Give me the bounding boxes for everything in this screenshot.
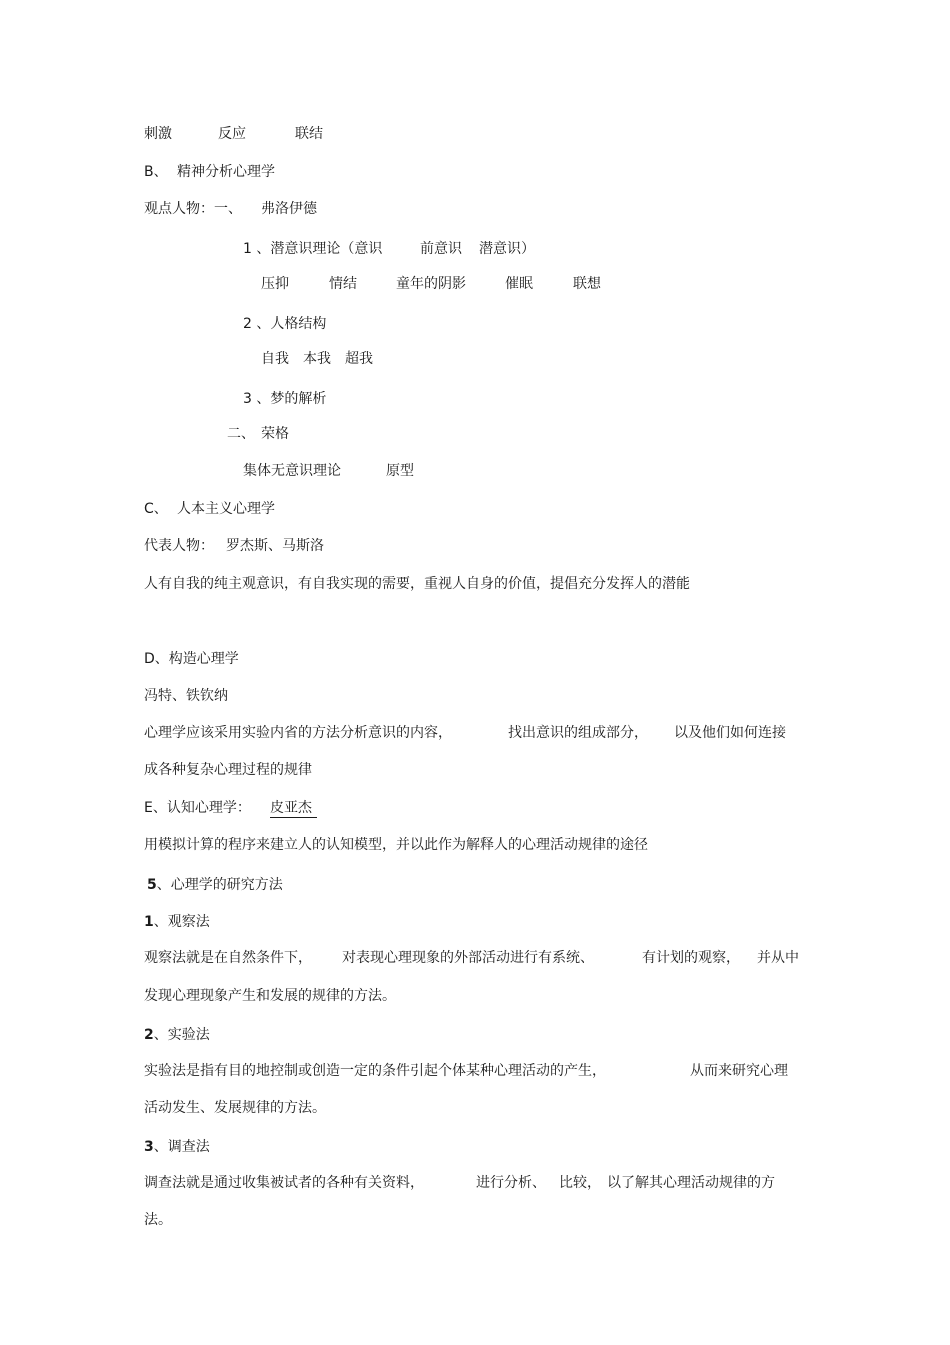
method-1-title: 、观察法: [153, 914, 210, 930]
term-id: 本我: [303, 351, 331, 367]
experiment-description-1: [144, 1062, 788, 1080]
representatives-names: 罗杰斯、马斯洛: [226, 538, 324, 554]
item-2-personality-structure: 2 、人格结构: [243, 316, 327, 332]
method-3-number: 3: [144, 1139, 154, 1155]
representatives-label: 代表人物：: [144, 538, 214, 554]
method-1-number: 1: [144, 914, 154, 930]
structuralism-part-b: 找出意识的组成部分，: [508, 725, 648, 741]
experiment-part-a: 实验法是指有目的地控制或创造一定的条件引起个体某种心理活动的产生，: [144, 1063, 606, 1079]
concept-complex: 情结: [329, 276, 357, 292]
structuralism-description-1: [144, 724, 786, 742]
section-c-title: 人本主义心理学: [177, 501, 275, 517]
figure-two-marker: 二、: [227, 426, 255, 442]
cognitive-description: 用模拟计算的程序来建立人的认知模型，并以此作为解释人的心理活动规律的途径: [144, 837, 648, 853]
section-c-heading: [144, 500, 275, 518]
observation-part-c: 有计划的观察，: [642, 950, 740, 966]
humanistic-description: 人有自我的纯主观意识，有自我实现的需要，重视人自身的价值，提倡充分发挥人的潜能: [144, 576, 690, 592]
heading-number-5: 5: [147, 877, 157, 893]
method-3-title: 、调查法: [153, 1139, 210, 1155]
item-1-unconscious: 潜意识）: [479, 241, 535, 257]
method-3-heading: [144, 1138, 210, 1156]
observation-part-a: 观察法就是在自然条件下，: [144, 950, 312, 966]
section-d-heading: D、构造心理学: [144, 651, 239, 667]
term-stimulus: 刺激: [144, 126, 172, 142]
term-connection: 联结: [295, 126, 323, 142]
structuralism-description-2: 成各种复杂心理过程的规律: [144, 762, 312, 778]
figure-two-jung-line: [227, 425, 289, 443]
concept-list-line: [261, 275, 601, 293]
ego-id-superego-line: [261, 350, 373, 368]
term-collective-unconscious: 集体无意识理论: [243, 463, 341, 479]
concept-hypnosis: 催眠: [505, 276, 533, 292]
section-e-title: E、认知心理学：: [144, 800, 251, 816]
method-1-heading: [144, 913, 210, 931]
figure-freud: 弗洛伊德: [261, 201, 317, 217]
concept-childhood-shadow: 童年的阴影: [396, 276, 466, 292]
method-2-title: 、实验法: [153, 1027, 210, 1043]
observation-description-1: [144, 949, 799, 967]
item-1-unconscious-theory: [243, 240, 535, 258]
figure-jung: 荣格: [261, 426, 289, 442]
method-2-number: 2: [144, 1027, 154, 1043]
concept-association: 联想: [573, 276, 601, 292]
observation-part-d: 并从中: [757, 950, 799, 966]
survey-part-a: 调查法就是通过收集被试者的各种有关资料，: [144, 1175, 424, 1191]
survey-part-d: 以了解其心理活动规律的方: [607, 1175, 775, 1191]
term-archetype: 原型: [386, 463, 414, 479]
survey-part-b: 进行分析、: [476, 1175, 546, 1191]
section-b-marker: B、: [144, 164, 168, 180]
survey-description-1: [144, 1174, 775, 1192]
term-response: 反应: [218, 126, 246, 142]
figures-line-freud: [144, 200, 317, 218]
structuralism-part-c: 以及他们如何连接: [674, 725, 786, 741]
experiment-part-b: 从而来研究心理: [690, 1063, 788, 1079]
representatives-line: [144, 537, 324, 555]
section-b-title: 精神分析心理学: [177, 164, 275, 180]
figures-label: 观点人物：一、: [144, 201, 242, 217]
heading-research-methods-text: 、心理学的研究方法: [156, 877, 283, 893]
term-superego: 超我: [345, 351, 373, 367]
section-e-heading: [144, 799, 312, 817]
item-3-dream-interpretation: 3 、梦的解析: [243, 391, 327, 407]
survey-part-c: 比较，: [559, 1175, 601, 1191]
collective-unconscious-line: [243, 462, 414, 480]
structuralism-figures: 冯特、铁钦纳: [144, 688, 228, 704]
heading-research-methods: [147, 876, 283, 894]
section-b-heading: [144, 163, 275, 181]
experiment-description-2: 活动发生、发展规律的方法。: [144, 1100, 326, 1116]
section-c-marker: C、: [144, 501, 168, 517]
observation-part-b: 对表现心理现象的外部活动进行有系统、: [342, 950, 594, 966]
figure-piaget: 皮亚杰: [270, 799, 317, 818]
term-ego: 自我: [261, 351, 289, 367]
item-1-preconscious: 前意识: [420, 241, 462, 257]
stimulus-response-line: [144, 125, 323, 143]
survey-description-2: 法。: [144, 1212, 172, 1228]
method-2-heading: [144, 1026, 210, 1044]
structuralism-part-a: 心理学应该采用实验内省的方法分析意识的内容，: [144, 725, 452, 741]
observation-description-2: 发现心理现象产生和发展的规律的方法。: [144, 988, 396, 1004]
concept-repression: 压抑: [261, 276, 289, 292]
item-1-label: 1 、潜意识理论（意识: [243, 241, 383, 257]
